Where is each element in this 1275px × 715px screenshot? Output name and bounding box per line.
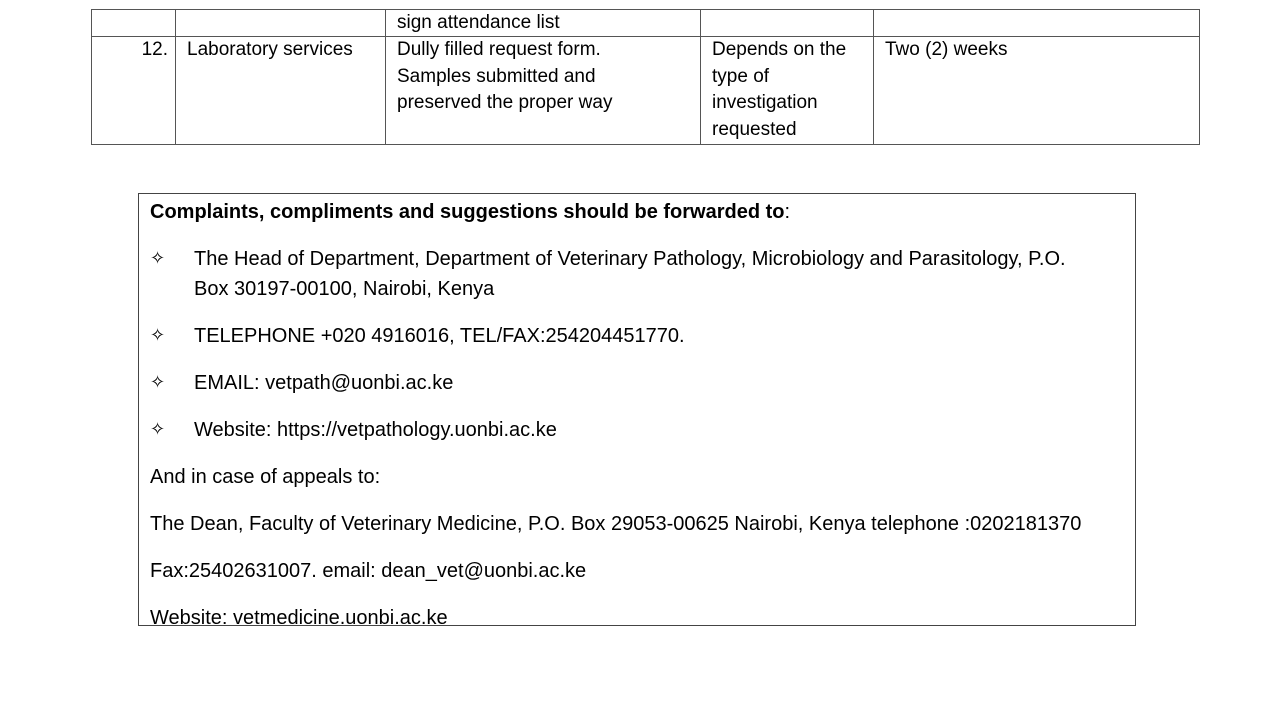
list-item (150, 368, 1124, 398)
cost-cell (701, 37, 874, 145)
list-item-text (194, 321, 1124, 351)
cost-line: investigation (712, 92, 818, 113)
timeline-cell (874, 10, 1200, 37)
table-row (92, 10, 1200, 37)
contact-heading-suffix: : (784, 201, 791, 223)
cost-line: Depends on the (712, 39, 847, 60)
faculty-website-line: Website: vetmedicine.uonbi.ac.ke (150, 607, 448, 629)
telephone-line: TELEPHONE +020 4916016, TEL/FAX:254204451770. (194, 325, 685, 347)
website-line: Website: https://vetpathology.uonbi.ac.ke (194, 419, 557, 441)
list-item (150, 244, 1124, 304)
requirements-line: Samples submitted and (397, 65, 596, 87)
cost-line: type of (712, 65, 770, 87)
table-row (92, 37, 1200, 145)
contact-heading-bold: Complaints, compliments and suggestions should be forwarded to (150, 201, 785, 223)
list-item (150, 415, 1124, 445)
requirements-line: preserved the proper way (397, 92, 613, 113)
service-charter-table (91, 9, 1200, 145)
list-item-text (194, 244, 1124, 304)
cost-line: requested (712, 118, 797, 140)
requirements-cell (386, 37, 701, 145)
complaints-contact-box (138, 193, 1136, 629)
row-number-cell: 12. (92, 37, 176, 145)
list-item (150, 321, 1124, 351)
requirements-line: sign attendance list (397, 12, 560, 33)
row-number-cell (92, 10, 176, 37)
requirements-line: Dully filled request form. (397, 39, 601, 60)
dean-address-line: The Dean, Faculty of Veterinary Medicine, P.O. Box 29053-00625 Nairobi, Kenya telephone :0202181370 (150, 513, 1082, 535)
contact-heading (150, 197, 1124, 227)
four-point-star-icon: ✧ (150, 372, 166, 393)
four-point-star-icon: ✧ (150, 419, 166, 440)
timeline-cell: Two (2) weeks (874, 37, 1200, 145)
service-cell (176, 10, 386, 37)
service-cell: Laboratory services (176, 37, 386, 145)
four-point-star-icon: ✧ (150, 325, 166, 346)
list-item-text (194, 368, 1124, 398)
email-line: EMAIL: vetpath@uonbi.ac.ke (194, 372, 454, 394)
four-point-star-icon: ✧ (150, 248, 166, 269)
list-item-text (194, 415, 1124, 445)
requirements-cell (386, 10, 701, 37)
cost-cell (701, 10, 874, 37)
department-address-line: The Head of Department, Department of Veterinary Pathology, Microbiology and Parasitology, P.O. (194, 248, 1066, 270)
appeals-intro: And in case of appeals to: (150, 466, 381, 488)
dean-fax-email-line: Fax:25402631007. email: dean_vet@uonbi.ac.ke (150, 560, 587, 582)
department-address-line: Box 30197-00100, Nairobi, Kenya (194, 278, 495, 300)
